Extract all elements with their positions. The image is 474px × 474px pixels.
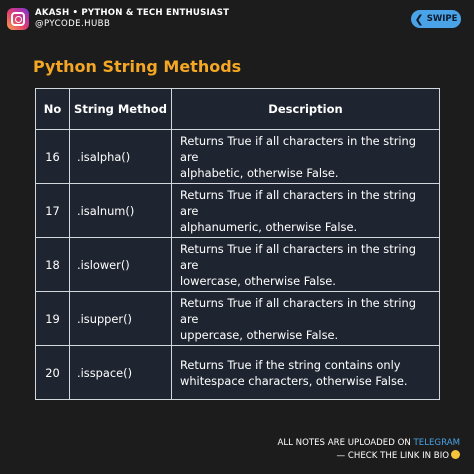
profile-header: [7, 8, 229, 30]
row-number: 19: [36, 292, 70, 346]
table-header-row: [36, 89, 440, 130]
table-row: [36, 130, 440, 184]
table-row: [36, 346, 440, 400]
table-row: [36, 292, 440, 346]
description-line: Returns True if all characters in the string are: [180, 295, 417, 326]
row-description: [172, 238, 440, 292]
row-description: [172, 346, 440, 400]
description-line: Returns True if the string contains only: [180, 357, 401, 372]
footer-line-2: [277, 450, 460, 463]
footer-prefix: ALL NOTES ARE UPLOADED ON: [277, 438, 411, 448]
swipe-label: SWIPE: [426, 14, 458, 24]
description-line: alphabetic, otherwise False.: [180, 165, 339, 180]
header-method: String Method: [70, 89, 172, 130]
description-line: Returns True if all characters in the string are: [180, 133, 417, 164]
description-line: Returns True if all characters in the string are: [180, 241, 417, 272]
handle-block: [35, 8, 229, 30]
swipe-button[interactable]: [411, 10, 461, 28]
row-number: 18: [36, 238, 70, 292]
description-line: alphanumeric, otherwise False.: [180, 219, 358, 234]
methods-table: [35, 88, 440, 400]
row-method: .isupper(): [70, 292, 172, 346]
author-name: AKASH • PYTHON & TECH ENTHUSIAST: [35, 8, 230, 18]
row-method: .isspace(): [70, 346, 172, 400]
header-description: Description: [172, 89, 440, 130]
row-number: 20: [36, 346, 70, 400]
description-line: lowercase, otherwise False.: [180, 273, 336, 288]
author-username: @PYCODE.HUBB: [35, 19, 111, 29]
row-description: [172, 130, 440, 184]
description-line: whitespace characters, otherwise False.: [180, 373, 408, 388]
instagram-icon: [7, 8, 29, 30]
row-method: .isalnum(): [70, 184, 172, 238]
page-title: Python String Methods: [33, 57, 242, 76]
telegram-link[interactable]: TELEGRAM: [413, 438, 460, 448]
table-row: [36, 238, 440, 292]
chevron-left-icon: ❮: [414, 12, 424, 26]
row-number: 17: [36, 184, 70, 238]
row-number: 16: [36, 130, 70, 184]
table-row: [36, 184, 440, 238]
row-description: [172, 292, 440, 346]
smiley-icon: [451, 450, 460, 459]
row-description: [172, 184, 440, 238]
row-method: .islower(): [70, 238, 172, 292]
footer-line-1: [277, 437, 460, 450]
footer-bio-text: — CHECK THE LINK IN BIO: [336, 451, 449, 461]
description-line: Returns True if all characters in the string are: [180, 187, 417, 218]
row-method: .isalpha(): [70, 130, 172, 184]
header-no: No: [36, 89, 70, 130]
description-line: uppercase, otherwise False.: [180, 327, 339, 342]
footer-note: [277, 437, 460, 463]
